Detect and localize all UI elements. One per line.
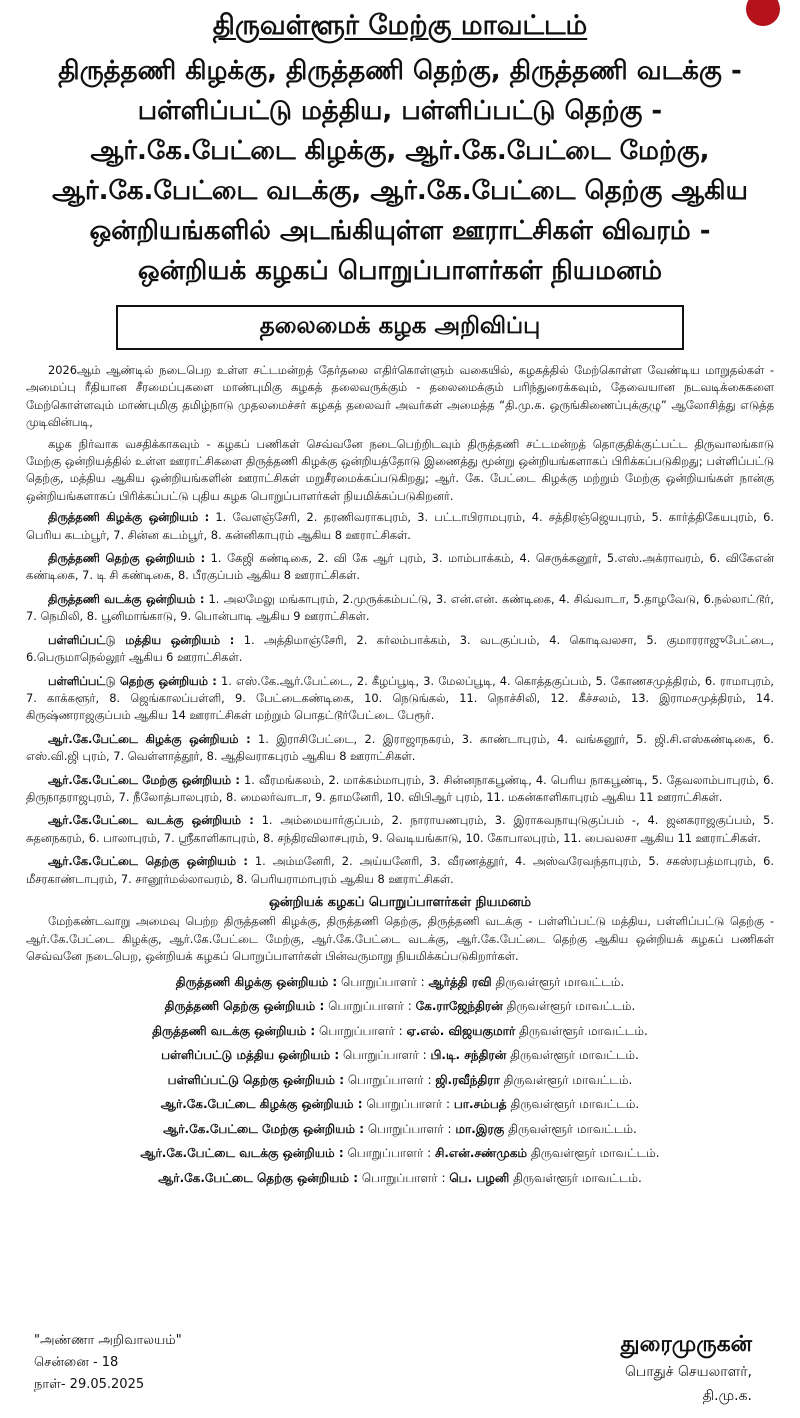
- signatory-party: தி.மு.க.: [702, 1388, 752, 1404]
- appointment-role: பொறுப்பாளர் :: [361, 1170, 446, 1185]
- union-entry: [26, 853, 774, 888]
- appointment-person: சி.என்.சண்முகம்: [434, 1146, 528, 1161]
- union-villages: 1. அலமேலு மங்காபுரம், 2.முருக்கம்பட்டு, 3. என்.என். கண்டிகை, 4. சிவ்வாடா, 5.தாழவேடு, 6.நல்லாட்டூர், 7. நெமிலி, 8. பூனிமாங்காடு, 9. பொன்பாடி ஆகிய 9 ஊராட்சிகள்.: [26, 591, 774, 624]
- appointment-union: திருத்தணி கிழக்கு ஒன்றியம் :: [175, 974, 338, 989]
- union-name: திருத்தணி கிழக்கு ஒன்றியம் :: [48, 510, 210, 525]
- appointment-district: திருவள்ளூர் மாவட்டம்.: [508, 1121, 637, 1136]
- appointment-role: பொறுப்பாளர் :: [366, 1097, 450, 1112]
- appointment-row: [26, 970, 774, 995]
- appointment-union: திருத்தணி வடக்கு ஒன்றியம் :: [152, 1023, 316, 1038]
- union-villages: 1. கேஜி கண்டிகை, 2. வி கே ஆர் புரம், 3. மாம்பாக்கம், 4. செருக்கனூர், 5.எஸ்.அக்ராவரம், 6. விகேஎன் கண்டிகை, 7. டி சி கண்டிகை, 8. பீரகுப்பம் ஆகிய 8 ஊராட்சிகள்.: [26, 551, 774, 583]
- appointment-role: பொறுப்பாளர் :: [341, 974, 425, 989]
- union-entry: [26, 550, 774, 585]
- footer-address: [34, 1330, 182, 1396]
- footer-signature: [621, 1330, 752, 1408]
- appointment-union: பள்ளிப்பட்டு தெற்கு ஒன்றியம் :: [167, 1072, 344, 1087]
- appointment-district: திருவள்ளூர் மாவட்டம்.: [495, 974, 625, 989]
- appointment-person: மா.இரகு: [455, 1121, 505, 1136]
- appointments-heading: ஒன்றியக் கழகப் பொறுப்பாளர்கள் நியமனம்: [268, 894, 532, 910]
- appointment-union: ஆர்.கே.பேட்டை மேற்கு ஒன்றியம் :: [163, 1121, 365, 1136]
- footer-place: "அண்ணா அறிவாலயம்": [34, 1333, 182, 1348]
- appointment-person: ஏ.எல். விஜயகுமார்: [406, 1023, 516, 1038]
- announcement-body: [26, 362, 774, 1190]
- appointment-role: பொறுப்பாளர் :: [319, 1023, 403, 1038]
- appointment-role: பொறுப்பாளர் :: [328, 999, 412, 1014]
- appointment-person: ஆர்த்தி ரவி: [428, 974, 492, 989]
- appointment-district: திருவள்ளூர் மாவட்டம்.: [506, 999, 636, 1014]
- appointment-person: கே.ராஜேந்திரன்: [415, 999, 503, 1014]
- appointment-district: திருவள்ளூர் மாவட்டம்.: [519, 1023, 648, 1038]
- union-name: பள்ளிப்பட்டு மத்திய ஒன்றியம் :: [48, 632, 235, 647]
- union-name: ஆர்.கே.பேட்டை வடக்கு ஒன்றியம் :: [48, 813, 254, 828]
- appointment-role: பொறுப்பாளர் :: [367, 1121, 452, 1136]
- appointment-union: திருத்தணி தெற்கு ஒன்றியம் :: [164, 999, 325, 1014]
- appointments-intro: மேற்கண்டவாறு அமைவு பெற்ற திருத்தணி கிழக்கு, திருத்தணி தெற்கு, திருத்தணி வடக்கு - பள்ளிப்பட்டு மத்திய, பள்ளிப்பட்டு தெற்கு - ஆர்.கே.பேட்டை கிழக்கு, ஆர்.கே.பேட்டை மேற்கு, ஆர்.கே.பேட்டை வடக்கு, ஆர்.கே.பேட்டை தெற்கு ஆகிய ஒன்றியக் கழகப் பணிகள் செவ்வனே நடைபெற, ஒன்றியக் கழகப் பொறுப்பாளர்கள் பின்வருமாறு நியமிக்கப்படுகிறார்கள்.: [26, 914, 774, 964]
- appointment-district: திருவள்ளூர் மாவட்டம்.: [503, 1072, 633, 1087]
- footer-city: சென்னை - 18: [34, 1355, 119, 1370]
- appointment-row: [26, 1068, 774, 1093]
- union-villages: 1. வீரமங்கலம், 2. மாக்கம்மாபுரம், 3. சின்னநாகபூண்டி, 4. பெரிய நாகபூண்டி, 5. தேவலாம்பாபுரம், 6. திருநாதராஜபுரம், 7. நீலோத்பாலபுரம், 8. மைலர்வாடா, 9. தாமனேரி, 10. விபிஆர் புரம், 11. மகன்காளிகாபுரம் ஆகிய 11 ஊராட்சிகள்.: [26, 772, 774, 804]
- appointment-district: திருவள்ளூர் மாவட்டம்.: [510, 1048, 639, 1063]
- appointment-row: [26, 1092, 774, 1117]
- appointment-person: பா.சம்பத்: [453, 1097, 507, 1112]
- appointment-role: பொறுப்பாளர் :: [342, 1048, 427, 1063]
- appointments-list: [26, 970, 774, 1191]
- union-entry: [26, 812, 774, 847]
- appointment-row: [26, 1043, 774, 1068]
- union-villages: 1. எஸ்.கே.ஆர்.பேட்டை, 2. கீழப்பூடி, 3. மேலப்பூடி, 4. கொத்தகுப்பம், 5. கோணசமுத்திரம், 6. ராமாபுரம், 7. காக்களூர், 8. ஜெங்காலப்பள்ளி, 9. பேட்டைகண்டிகை, 10. நெடுங்கல், 11. நொச்சிலி, 12. கீச்சலம், 13. இராமசமுத்திரம், 14. கிருஷ்ணராஜகுப்பம் ஆகிய 14 ஊராட்சிகள் மற்றும் பொதட்டூர்பேட்டை பேரூர்.: [26, 673, 774, 723]
- appointment-row: [26, 994, 774, 1019]
- intro-paragraph: கழக நிர்வாக வசதிக்காகவும் - கழகப் பணிகள் செவ்வனே நடைபெற்றிடவும் திருத்தணி சட்டமன்றத் தொகுதிக்குட்பட்ட திருவாலங்காடு மேற்கு ஒன்றியத்தில் உள்ள ஊராட்சிகளை திருத்தணி கிழக்கு ஒன்றியத்தோடு இணைத்து மூன்று ஒன்றியங்களாகப் பிரிக்கப்படுகிறது; பள்ளிப்பட்டு தெற்கு, மத்திய ஆகிய ஒன்றியங்களின் ஊராட்சிகள் மறுசீரமைக்கப்படுகிறது; ஆர். கே. பேட்டை கிழக்கு மற்றும் மேற்கு ஒன்றியங்கள் நான்கு ஒன்றியங்களாகப் பிரிக்கப்பட்டு புதிய கழக பொறுப்பாளர்கள் நியமிக்கப்படுகிறனர்.: [26, 436, 774, 503]
- appointment-district: திருவள்ளூர் மாவட்டம்.: [510, 1097, 640, 1112]
- appointment-person: ஜி.ரவீந்திரா: [435, 1072, 500, 1087]
- signatory-name: துரைமுருகன்: [620, 1332, 752, 1357]
- signatory-designation: பொதுச் செயலாளர்,: [625, 1364, 752, 1380]
- footer-date: நாள்- 29.05.2025: [34, 1377, 145, 1392]
- appointment-district: திருவள்ளூர் மாவட்டம்.: [513, 1170, 642, 1185]
- appointment-person: பி.டி. சந்திரன்: [430, 1048, 507, 1063]
- headline: திருத்தணி கிழக்கு, திருத்தணி தெற்கு, திருத்தணி வடக்கு - பள்ளிப்பட்டு மத்திய, பள்ளிப்பட்டு தெற்கு - ஆர்.கே.பேட்டை கிழக்கு, ஆர்.கே.பேட்டை மேற்கு, ஆர்.கே.பேட்டை வடக்கு, ஆர்.கே.பேட்டை தெற்கு ஆகிய ஒன்றியங்களில் அடங்கியுள்ள ஊராட்சிகள் விவரம் - ஒன்றியக் கழகப் பொறுப்பாளர்கள் நியமனம்: [52, 56, 748, 286]
- union-villages: 1. அம்மனேரி, 2. அய்யனேரி, 3. வீரணத்தூர், 4. அஸ்வரேவந்தாபுரம், 5. சகஸ்ரபத்மாபுரம், 6. மீசரகாண்டாபுரம், 7. சானூர்மல்லாவரம், 8. பெரியராமாபுரம் ஆகிய 8 ஊராட்சிகள்.: [26, 854, 774, 886]
- appointment-role: பொறுப்பாளர் :: [347, 1146, 432, 1161]
- union-entry: [26, 673, 774, 725]
- union-villages: 1. அத்திமாஞ்சேரி, 2. கர்லம்பாக்கம், 3. வடகுப்பம், 4. கொடிவலசா, 5. குமாரராஜுபேட்டை, 6.பெருமாநெல்லூர் ஆகிய 6 ஊராட்சிகள்.: [26, 632, 774, 665]
- union-villages: 1. இராசிபேட்டை, 2. இராஜாநகரம், 3. காண்டாபுரம், 4. வங்கனூர், 5. ஜி.சி.எஸ்கண்டிகை, 6. எஸ்.வி.ஜி புரம், 7. வெள்ளாத்தூர், 8. ஆதிவராகபுரம் ஆகிய 8 ஊராட்சிகள்.: [26, 731, 774, 764]
- notice-title-box: தலைமைக் கழக அறிவிப்பு: [116, 305, 684, 350]
- appointment-role: பொறுப்பாளர் :: [347, 1072, 432, 1087]
- appointment-district: திருவள்ளூர் மாவட்டம்.: [530, 1146, 660, 1161]
- appointment-person: பெ. பழனி: [449, 1170, 510, 1185]
- union-villages: 1. அம்மையார்குப்பம், 2. நாராயணபுரம், 3. இராகவநாயுடுகுப்பம் -, 4. ஜனகராஜகுப்பம், 5. சுதனநகரம், 6. பாலாபுரம், 7. ஸ்ரீகாளிகாபுரம், 8. சந்திரவிலாசபுரம், 9. வெடியங்காடு, 10. கோபாலபுரம், 11. பைவலசா ஆகிய 11 ஊராட்சிகள்.: [26, 813, 774, 845]
- union-entry: [26, 509, 774, 544]
- union-entry: [26, 772, 774, 807]
- union-name: பள்ளிப்பட்டு தெற்கு ஒன்றியம் :: [48, 673, 217, 688]
- union-name: ஆர்.கே.பேட்டை மேற்கு ஒன்றியம் :: [48, 772, 240, 787]
- appointment-union: ஆர்.கே.பேட்டை வடக்கு ஒன்றியம் :: [140, 1146, 344, 1161]
- appointment-row: [26, 1141, 774, 1166]
- intro-paragraph: 2026ஆம் ஆண்டில் நடைபெற உள்ள சட்டமன்றத் தேர்தலை எதிர்கொள்ளும் வகையில், கழகத்தில் மேற்கொள்ள வேண்டிய மாறுதல்கள் - அமைப்பு ரீதியான சீரமைப்புகளை மாண்புமிகு கழகத் தலைவருக்கும் - தலைமைக்கும் பரிந்துரைக்கவும், தேவையான நடவடிக்கைகளை மேற்கொள்ளவும் மாண்புமிகு தமிழ்நாடு முதலமைச்சர் கழகத் தலைவர் அவர்கள் அமைத்த “தி.மு.க. ஒருங்கிணைப்புக்குழு” ஆலோசித்து எடுத்த முடிவின்படி,: [26, 363, 774, 430]
- footer: [0, 1330, 800, 1410]
- appointment-union: பள்ளிப்பட்டு மத்திய ஒன்றியம் :: [161, 1048, 340, 1063]
- district-title: திருவள்ளூர் மேற்கு மாவட்டம்: [212, 10, 588, 41]
- union-name: ஆர்.கே.பேட்டை கிழக்கு ஒன்றியம் :: [48, 731, 251, 746]
- union-name: திருத்தணி தெற்கு ஒன்றியம் :: [48, 551, 206, 566]
- union-entry: [26, 591, 774, 626]
- appointment-row: [26, 1166, 774, 1191]
- appointment-union: ஆர்.கே.பேட்டை கிழக்கு ஒன்றியம் :: [160, 1097, 363, 1112]
- appointment-row: [26, 1117, 774, 1142]
- appointment-row: [26, 1019, 774, 1044]
- union-entry: [26, 731, 774, 766]
- union-entry: [26, 632, 774, 667]
- union-name: ஆர்.கே.பேட்டை தெற்கு ஒன்றியம் :: [48, 854, 248, 869]
- union-villages: 1. வேளஞ்சேரி, 2. தரணிவராகபுரம், 3. பட்டாபிராமபுரம், 4. சத்திரஞ்ஜெயபுரம், 5. கார்த்திகேயபுரம், 6. பெரிய கடம்பூர், 7. சின்ன கடம்பூர், 8. கன்னிகாபுரம் ஆகிய 8 ஊராட்சிகள்.: [26, 510, 774, 542]
- union-name: திருத்தணி வடக்கு ஒன்றியம் :: [48, 591, 205, 606]
- appointment-union: ஆர்.கே.பேட்டை தெற்கு ஒன்றியம் :: [158, 1170, 358, 1185]
